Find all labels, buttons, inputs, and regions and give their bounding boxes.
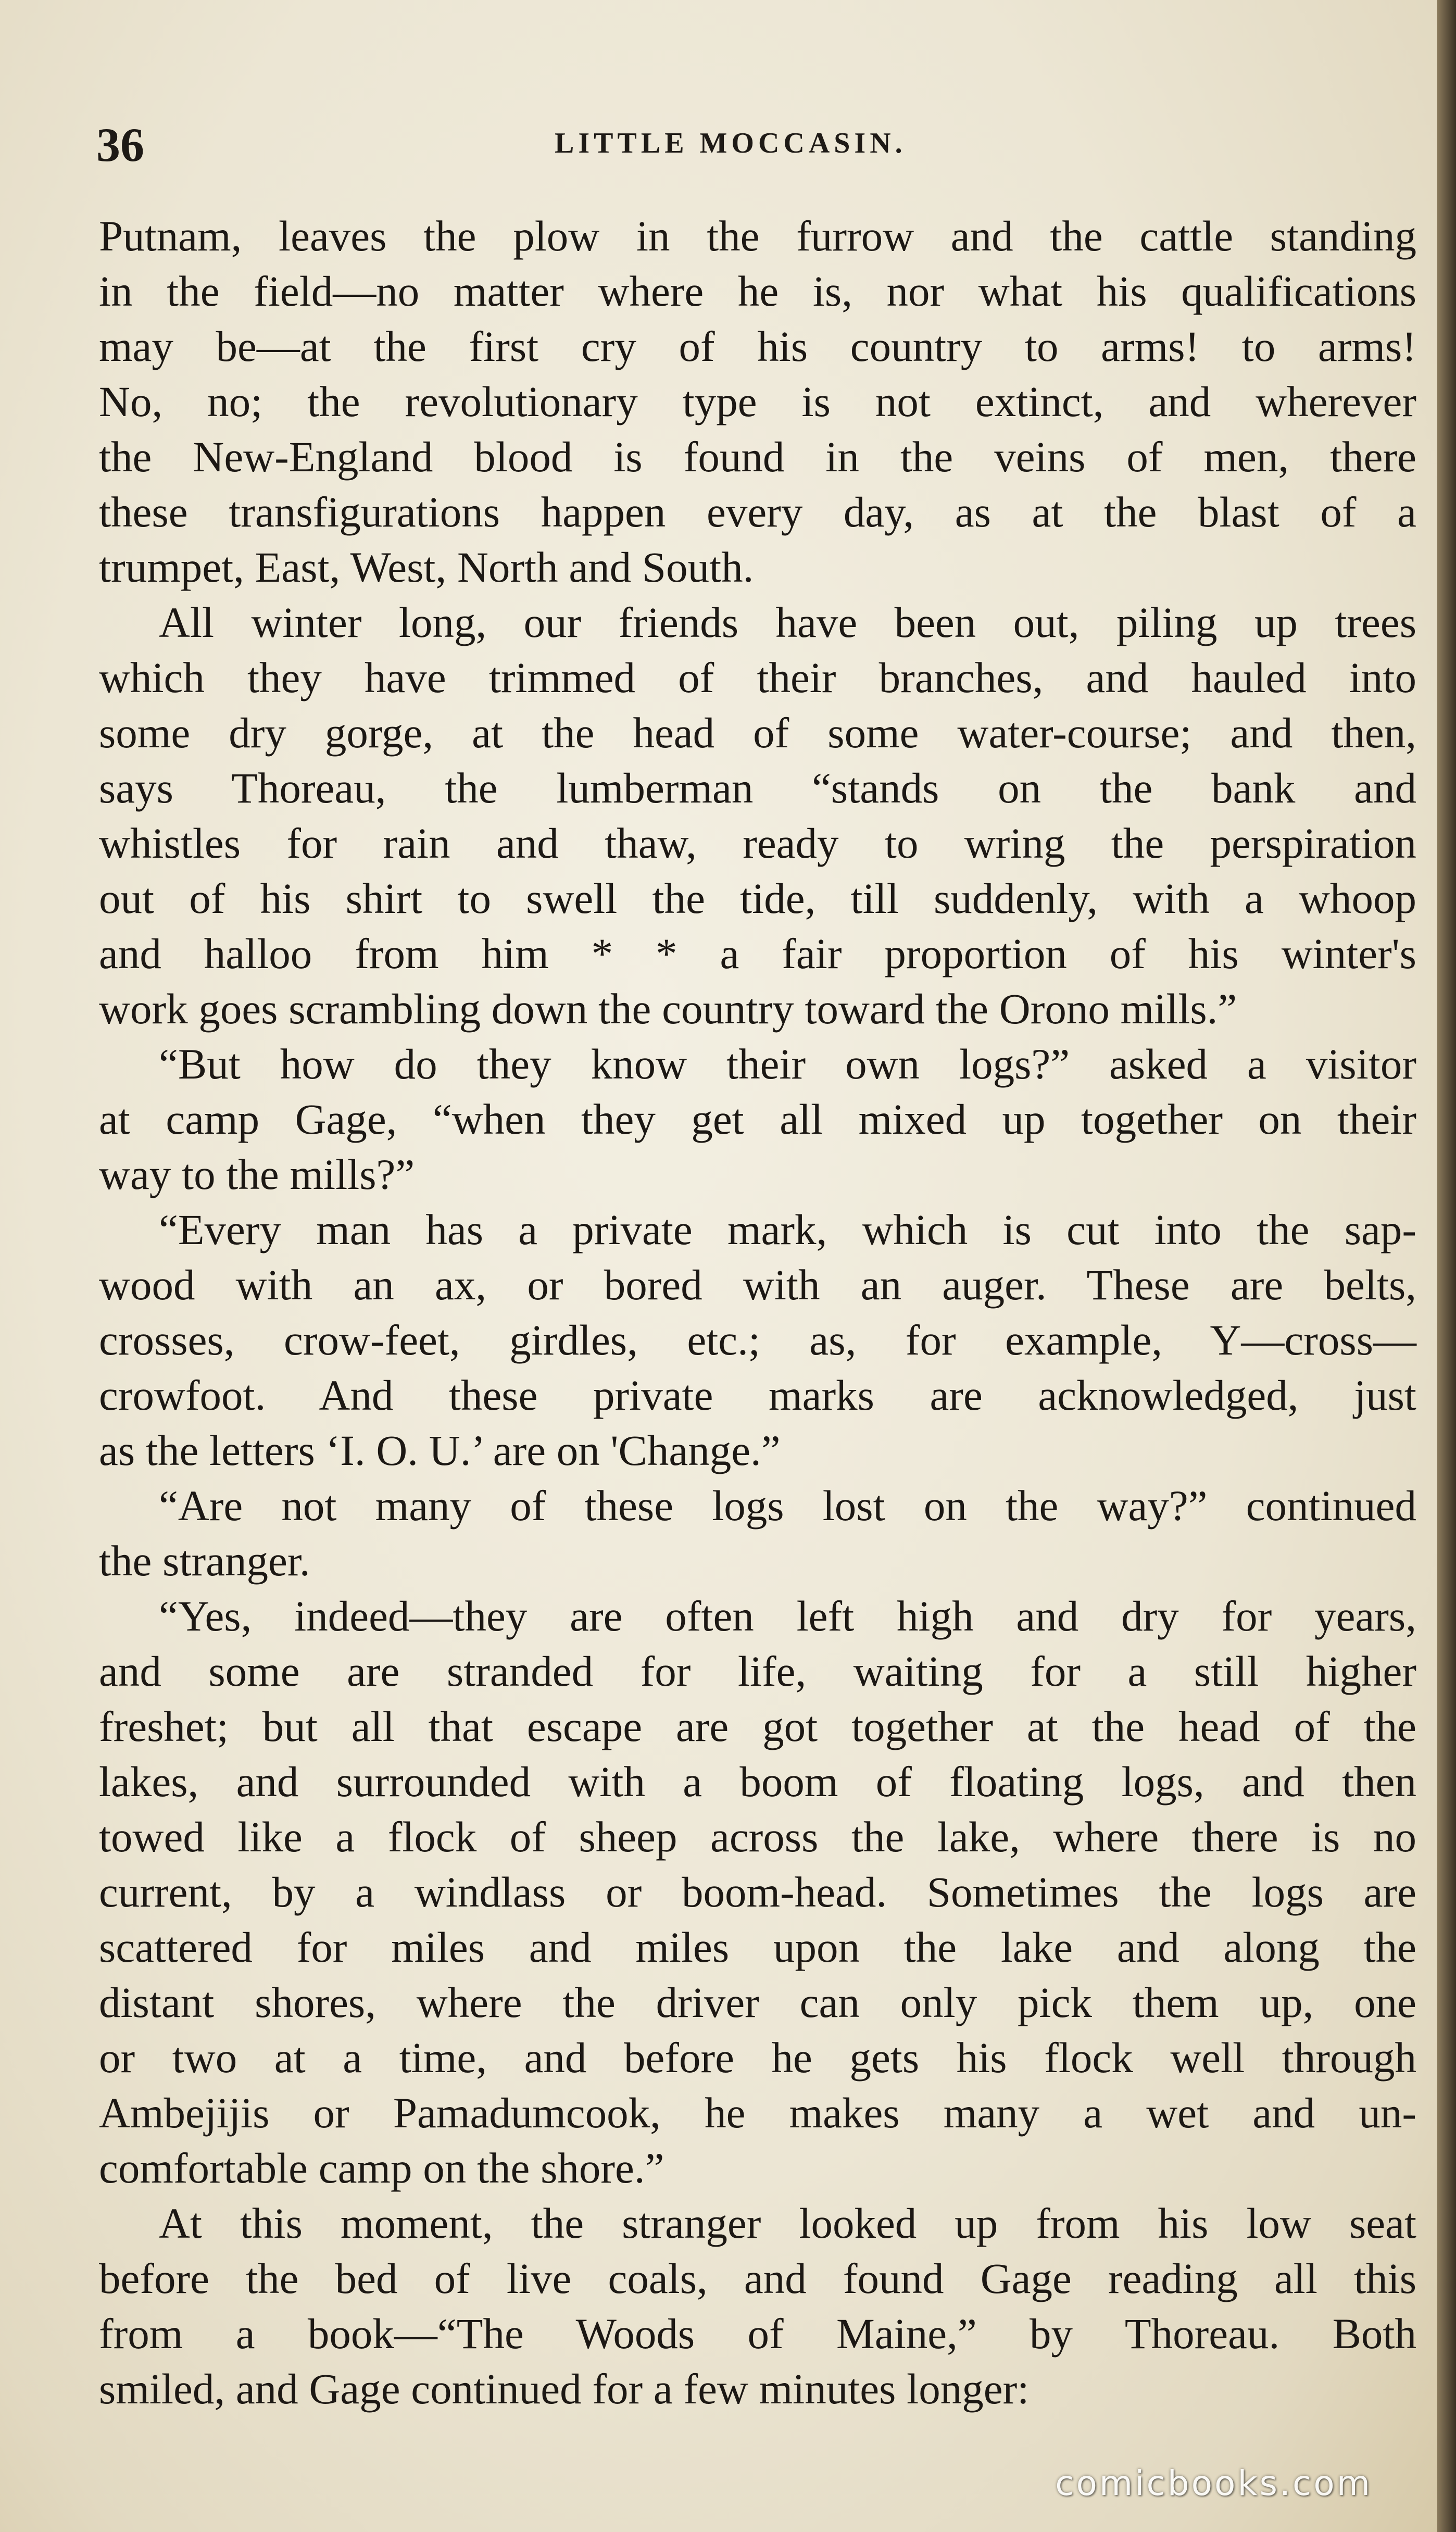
text-line: “But how do they know their own logs?” asked a visitor [159, 1040, 1416, 1088]
watermark: comicbooks.com [1055, 2463, 1372, 2503]
text-line: and some are stranded for life, waiting for a still higher [99, 1647, 1416, 1695]
text-line: some dry gorge, at the head of some water-course; and then, [99, 709, 1416, 757]
text-line: the stranger. [99, 1537, 310, 1585]
paragraph [99, 208, 1416, 595]
paragraph [99, 1036, 1416, 1202]
text-line: at camp Gage, “when they get all mixed up together on their [99, 1095, 1416, 1143]
text-line: or two at a time, and before he gets his flock well through [99, 2034, 1416, 2082]
text-line: At this moment, the stranger looked up from his low seat [159, 2199, 1416, 2247]
running-head: LITTLE MOCCASIN. [555, 127, 907, 159]
paragraph [99, 1588, 1416, 2196]
text-line: comfortable camp on the shore.” [99, 2144, 664, 2192]
page-edge [1437, 0, 1456, 2532]
paragraph [99, 1202, 1416, 1478]
text-line: current, by a windlass or boom-head. Sometimes the logs are [99, 1868, 1416, 1916]
text-line: All winter long, our friends have been out, piling up trees [159, 598, 1416, 646]
text-line: as the letters ‘I. O. U.’ are on 'Change.” [99, 1426, 781, 1474]
text-line: and halloo from him * * a fair proportion of his winter's [99, 930, 1416, 977]
text-line: before the bed of live coals, and found Gage reading all this [99, 2254, 1416, 2302]
paragraph [99, 1478, 1416, 1588]
text-line: “Are not many of these logs lost on the way?” continued [159, 1482, 1416, 1530]
text-line: Putnam, leaves the plow in the furrow and the cattle standing [99, 212, 1416, 260]
text-line: whistles for rain and thaw, ready to wring the perspiration [99, 819, 1416, 867]
text-line: No, no; the revolutionary type is not extinct, and wherever [99, 378, 1416, 425]
text-line: scattered for miles and miles upon the lake and along the [99, 1923, 1416, 1971]
text-line: out of his shirt to swell the tide, till suddenly, with a whoop [99, 874, 1416, 922]
text-line: crowfoot. And these private marks are acknowledged, just [99, 1371, 1416, 1419]
text-line: “Every man has a private mark, which is cut into the sap- [159, 1206, 1416, 1254]
text-line: work goes scrambling down the country toward the Orono mills.” [99, 985, 1237, 1033]
text-line: in the field—no matter where he is, nor what his qualifications [99, 267, 1416, 315]
paragraph [99, 595, 1416, 1036]
text-line: towed like a flock of sheep across the lake, where there is no [99, 1813, 1416, 1861]
page-number: 36 [96, 118, 144, 171]
text-line: lakes, and surrounded with a boom of floating logs, and then [99, 1758, 1416, 1806]
text-line: may be—at the first cry of his country to arms! to arms! [99, 322, 1416, 370]
text-line: which they have trimmed of their branches, and hauled into [99, 654, 1416, 701]
text-line: trumpet, East, West, North and South. [99, 543, 754, 591]
text-line: wood with an ax, or bored with an auger. These are belts, [99, 1261, 1416, 1309]
text-line: way to the mills?” [99, 1150, 415, 1198]
page-header [96, 117, 1414, 174]
text-line: “Yes, indeed—they are often left high and dry for years, [159, 1592, 1416, 1640]
paragraph [99, 2196, 1416, 2416]
text-line: says Thoreau, the lumberman “stands on the bank and [99, 764, 1416, 812]
text-line: the New-England blood is found in the veins of men, there [99, 433, 1416, 481]
text-line: crosses, crow-feet, girdles, etc.; as, for example, Y—cross— [99, 1316, 1416, 1364]
text-line: smiled, and Gage continued for a few minutes longer: [99, 2365, 1030, 2413]
text-line: Ambejijis or Pamadumcook, he makes many a wet and un- [99, 2089, 1416, 2137]
body-text [99, 208, 1416, 2416]
text-line: these transfigurations happen every day, as at the blast of a [99, 488, 1416, 536]
text-line: distant shores, where the driver can only pick them up, one [99, 1978, 1416, 2026]
text-line: freshet; but all that escape are got together at the head of the [99, 1702, 1416, 1750]
text-line: from a book—“The Woods of Maine,” by Thoreau. Both [99, 2310, 1416, 2358]
